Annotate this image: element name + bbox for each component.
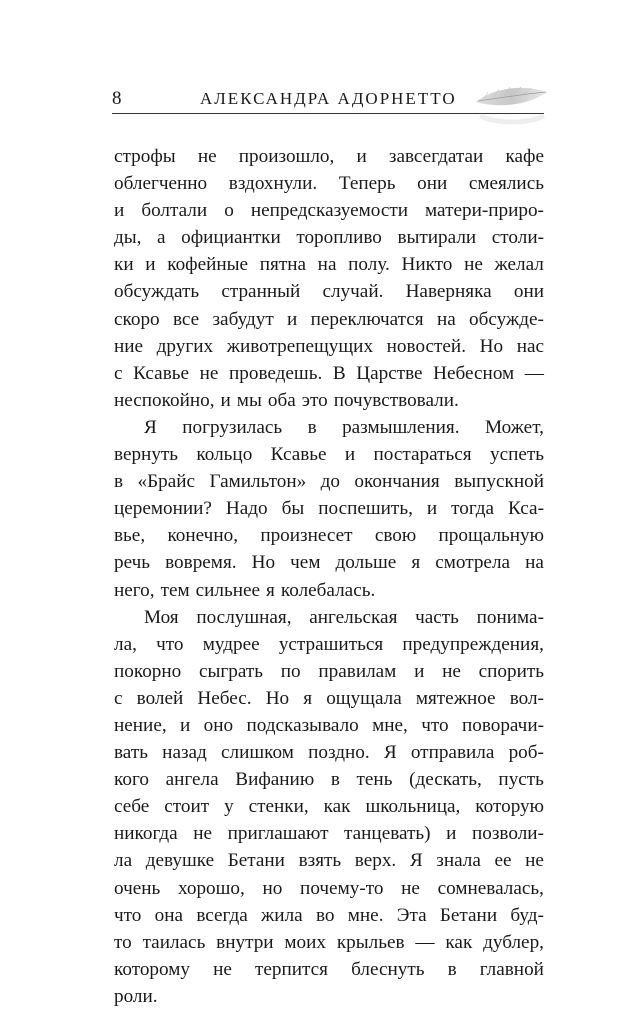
text-line: него, тем сильнее я колебалась. — [114, 579, 376, 601]
text-line: облегченно вздохнули. Теперь они смеялись — [114, 173, 544, 195]
text-line: ние других животрепещущих новостей. Но нас — [114, 335, 544, 357]
text-line: речь вовремя. Но чем дольше я смотрела на — [114, 552, 544, 574]
text-line: очень хорошо, но почему-то не сомневалась, — [114, 877, 544, 899]
text-line: церемонии? Надо бы поспешить, и тогда Кса- — [114, 498, 544, 520]
text-line: ла, что мудрее устрашиться предупреждения, — [114, 633, 544, 655]
text-line: в «Брайс Гамильтон» до окончания выпускной — [114, 471, 544, 493]
page-number: 8 — [112, 88, 122, 109]
text-line: роли. — [114, 985, 158, 1007]
text-line: кого ангела Вифанию в тень (дескать, пусть — [114, 769, 544, 791]
text-line: с Ксавье не проведешь. В Царстве Небесном — — [114, 362, 544, 384]
text-line: вье, конечно, произнесет свою прощальную — [114, 525, 544, 547]
text-line: нение, и оно подсказывало мне, что поворачи- — [114, 714, 544, 736]
text-line: неспокойно, и мы оба это почувствовали. — [114, 389, 459, 411]
text-line: ки и кофейные пятна на полу. Никто не желал — [114, 254, 544, 276]
text-line: что она всегда жила во мне. Эта Бетани буд- — [114, 904, 544, 926]
text-line: и болтали о непредсказуемости матери-приро- — [114, 200, 544, 222]
text-line: себе стоит у стенки, как школьница, которую — [114, 796, 544, 818]
text-line: покорно сыграть по правилам и не спорить — [114, 660, 544, 682]
text-line: скоро все забудут и переключатся на обсужде- — [114, 308, 544, 330]
text-line: Я погрузилась в размышления. Может, — [144, 416, 544, 438]
running-head: АЛЕКСАНДРА АДОРНЕТТО — [200, 89, 457, 108]
text-line: то таилась внутри моих крыльев — как дублер, — [114, 931, 544, 953]
text-line: вать назад слишком поздно. Я отправила роб- — [114, 742, 544, 764]
text-line: строфы не произошло, и завсегдатаи кафе — [114, 146, 544, 167]
body-text — [114, 143, 544, 1010]
text-line: которому не терпится блеснуть в главной — [114, 958, 544, 980]
text-line: ды, а официантки торопливо вытирали столи- — [114, 227, 544, 249]
page-header — [112, 80, 544, 120]
text-line: Моя послушная, ангельская часть понима- — [144, 606, 544, 628]
text-line: ла девушке Бетани взять верх. Я знала ее не — [114, 850, 544, 872]
text-line: вернуть кольцо Ксавье и постараться успеть — [114, 444, 544, 466]
feather-icon — [474, 80, 549, 128]
text-line: с волей Небес. Но я ощущала мятежное вол- — [114, 687, 544, 709]
text-line: обсуждать странный случай. Наверняка они — [114, 281, 544, 303]
text-line: никогда не приглашают танцевать) и позволи- — [114, 823, 544, 845]
